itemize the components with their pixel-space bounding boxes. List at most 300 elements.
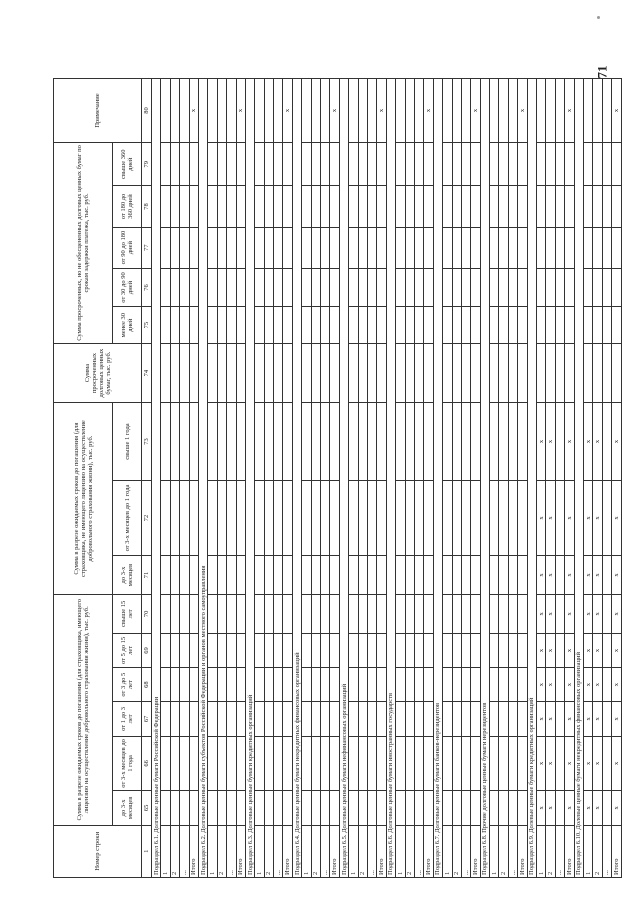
table-cell: [311, 594, 320, 633]
table-cell: [602, 480, 611, 555]
table-row: [424, 79, 433, 878]
table-cell: [452, 556, 461, 595]
table-cell: [321, 702, 330, 736]
table-cell: [349, 480, 358, 555]
table-cell: x: [583, 668, 592, 702]
table-cell: [321, 143, 330, 186]
table-cell: [443, 307, 452, 344]
header-life-term: от 1 до 3 лет: [113, 702, 142, 736]
table-cell: [443, 556, 452, 595]
table-cell: [405, 556, 414, 595]
table-cell: [461, 633, 470, 667]
table-cell: [367, 227, 376, 268]
table-cell: x: [546, 633, 555, 667]
table-cell: [471, 594, 480, 633]
table-cell: [227, 594, 236, 633]
table-cell: [236, 307, 245, 344]
table-cell: [508, 480, 517, 555]
table-cell: [377, 556, 386, 595]
table-cell: [490, 227, 499, 268]
table-cell: [349, 594, 358, 633]
row-label: 2: [358, 825, 367, 877]
row-label: 1: [537, 825, 546, 877]
table-cell: x: [612, 480, 621, 555]
table-cell: [227, 668, 236, 702]
table-cell: [461, 343, 470, 402]
table-cell: [311, 556, 320, 595]
table-cell: x: [471, 79, 480, 143]
column-number: 77: [142, 227, 152, 268]
table-cell: x: [612, 702, 621, 736]
table-cell: [274, 736, 283, 791]
table-row: [546, 79, 555, 878]
row-label: 1: [490, 825, 499, 877]
table-cell: [208, 668, 217, 702]
table-cell: [537, 143, 546, 186]
table-cell: [283, 343, 292, 402]
table-cell: [452, 633, 461, 667]
table-cell: [189, 186, 198, 227]
section-title: Подраздел 6.6. Долговые ценные бумаги иностранных государств: [386, 79, 395, 878]
table-cell: [321, 668, 330, 702]
table-cell: [593, 186, 602, 227]
table-cell: [170, 594, 179, 633]
table-cell: [414, 186, 423, 227]
table-cell: [490, 268, 499, 307]
table-cell: [367, 403, 376, 481]
page-number: 71: [594, 65, 610, 79]
table-cell: [217, 668, 226, 702]
table-cell: [170, 343, 179, 402]
table-cell: [396, 403, 405, 481]
table-cell: x: [546, 480, 555, 555]
section-row: [245, 79, 254, 878]
scan-speck: [597, 16, 600, 19]
table-cell: [471, 702, 480, 736]
table-cell: [518, 736, 527, 791]
row-label: 1: [302, 825, 311, 877]
table-cell: [518, 343, 527, 402]
table-cell: [602, 403, 611, 481]
table-cell: [227, 633, 236, 667]
table-cell: [170, 227, 179, 268]
section-title: Подраздел 6.4. Долговые ценные бумаги некредитных финансовых организаций: [292, 79, 301, 878]
table-cell: [170, 79, 179, 143]
table-cell: [170, 307, 179, 344]
table-cell: [565, 343, 574, 402]
table-cell: x: [537, 791, 546, 825]
table-row: [461, 79, 470, 878]
table-cell: [555, 480, 564, 555]
table-row: [264, 79, 273, 878]
table-cell: [283, 633, 292, 667]
row-label: 1: [583, 825, 592, 877]
table-cell: [424, 268, 433, 307]
table-cell: [490, 307, 499, 344]
table-cell: [302, 403, 311, 481]
table-cell: [255, 702, 264, 736]
table-cell: [405, 227, 414, 268]
table-cell: [452, 268, 461, 307]
table-cell: [189, 556, 198, 595]
table-cell: [227, 227, 236, 268]
table-cell: [217, 702, 226, 736]
table-cell: [508, 403, 517, 481]
table-cell: [396, 186, 405, 227]
table-cell: [217, 403, 226, 481]
table-cell: x: [565, 556, 574, 595]
table-cell: [358, 268, 367, 307]
table-cell: [518, 307, 527, 344]
row-label: ...: [227, 825, 236, 877]
row-label: 1: [349, 825, 358, 877]
table-cell: [367, 268, 376, 307]
table-cell: [161, 668, 170, 702]
table-cell: [367, 186, 376, 227]
table-cell: x: [612, 79, 621, 143]
section-title: Подраздел 6.9. Долевые ценные бумаги кредитных организаций: [527, 79, 536, 878]
table-cell: [321, 633, 330, 667]
table-cell: [255, 227, 264, 268]
table-cell: [602, 143, 611, 186]
table-cell: [377, 668, 386, 702]
table-cell: [217, 143, 226, 186]
table-cell: [358, 186, 367, 227]
table-cell: [546, 307, 555, 344]
table-cell: x: [537, 633, 546, 667]
table-cell: [161, 594, 170, 633]
table-cell: [264, 736, 273, 791]
table-cell: [508, 268, 517, 307]
table-cell: x: [593, 594, 602, 633]
table-cell: [208, 143, 217, 186]
table-cell: [471, 343, 480, 402]
table-row: [358, 79, 367, 878]
table-row: [593, 79, 602, 878]
table-row: [518, 79, 527, 878]
table-cell: [499, 480, 508, 555]
table-cell: [180, 633, 189, 667]
table-cell: [414, 594, 423, 633]
table-cell: x: [565, 668, 574, 702]
table-row: [452, 79, 461, 878]
table-cell: [161, 143, 170, 186]
table-cell: [452, 736, 461, 791]
table-cell: [405, 79, 414, 143]
table-cell: [443, 79, 452, 143]
table-cell: [330, 343, 339, 402]
table-cell: [377, 480, 386, 555]
table-cell: [236, 343, 245, 402]
table-cell: [217, 227, 226, 268]
table-cell: [264, 633, 273, 667]
table-row: [537, 79, 546, 878]
table-cell: [499, 556, 508, 595]
section-row: [527, 79, 536, 878]
table-cell: [555, 186, 564, 227]
table-cell: [471, 143, 480, 186]
table-cell: [555, 702, 564, 736]
table-cell: [274, 480, 283, 555]
table-cell: [349, 403, 358, 481]
table-cell: [452, 668, 461, 702]
row-label: 2: [170, 825, 179, 877]
table-cell: [490, 343, 499, 402]
table-cell: [471, 791, 480, 825]
table-row: [227, 79, 236, 878]
table-cell: [358, 736, 367, 791]
table-cell: [583, 186, 592, 227]
table-cell: [424, 343, 433, 402]
table-cell: [471, 633, 480, 667]
table-row: [255, 79, 264, 878]
table-cell: [405, 307, 414, 344]
row-label: Итого: [518, 825, 527, 877]
row-label: ...: [508, 825, 517, 877]
table-cell: [452, 79, 461, 143]
table-cell: [217, 480, 226, 555]
table-cell: [349, 186, 358, 227]
table-cell: [518, 668, 527, 702]
table-cell: [424, 307, 433, 344]
table-row: [612, 79, 621, 878]
table-cell: [311, 227, 320, 268]
table-cell: [180, 480, 189, 555]
table-cell: [180, 143, 189, 186]
table-cell: [208, 556, 217, 595]
table-cell: [424, 668, 433, 702]
table-cell: [518, 268, 527, 307]
table-cell: [274, 791, 283, 825]
table-cell: [208, 791, 217, 825]
header-life-term: от 3-х месяцев до 1 года: [113, 736, 142, 791]
table-cell: [255, 791, 264, 825]
table-cell: [180, 186, 189, 227]
table-cell: [161, 79, 170, 143]
table-cell: [537, 307, 546, 344]
section-title: Подраздел 6.2. Долговые ценные бумаги субъектов Российской Федерации и органов местного самоуправления: [198, 79, 207, 878]
table-cell: [236, 736, 245, 791]
table-cell: x: [565, 480, 574, 555]
table-cell: [358, 227, 367, 268]
row-label: 2: [452, 825, 461, 877]
table-cell: [612, 186, 621, 227]
table-cell: [518, 633, 527, 667]
table-cell: [180, 307, 189, 344]
column-number: 66: [142, 736, 152, 791]
table-cell: [602, 668, 611, 702]
table-cell: [367, 343, 376, 402]
table-cell: [189, 633, 198, 667]
table-cell: [358, 403, 367, 481]
column-number: 76: [142, 268, 152, 307]
table-row: [602, 79, 611, 878]
table-cell: [405, 403, 414, 481]
table-cell: [499, 268, 508, 307]
table-cell: [424, 736, 433, 791]
table-header: [54, 79, 152, 878]
table-cell: [565, 227, 574, 268]
table-cell: [236, 403, 245, 481]
table-cell: [461, 791, 470, 825]
table-cell: [461, 307, 470, 344]
table-cell: [508, 702, 517, 736]
table-cell: [546, 79, 555, 143]
table-cell: [321, 268, 330, 307]
table-cell: [227, 143, 236, 186]
table-row: [555, 79, 564, 878]
table-cell: x: [583, 736, 592, 791]
table-cell: x: [546, 556, 555, 595]
table-cell: [358, 79, 367, 143]
table-cell: [555, 791, 564, 825]
table-cell: [602, 79, 611, 143]
table-cell: [227, 79, 236, 143]
table-cell: [321, 556, 330, 595]
table-cell: [583, 343, 592, 402]
table-cell: [311, 480, 320, 555]
table-cell: [490, 633, 499, 667]
table-cell: [508, 143, 517, 186]
table-cell: [461, 594, 470, 633]
table-cell: [424, 480, 433, 555]
table-cell: [377, 186, 386, 227]
table-cell: [302, 702, 311, 736]
table-cell: [555, 668, 564, 702]
table-cell: [537, 268, 546, 307]
table-cell: x: [612, 594, 621, 633]
table-cell: [180, 79, 189, 143]
table-cell: [602, 227, 611, 268]
table-cell: [180, 791, 189, 825]
table-cell: [227, 480, 236, 555]
table-cell: [414, 79, 423, 143]
table-cell: [311, 307, 320, 344]
table-cell: [508, 633, 517, 667]
table-cell: [461, 403, 470, 481]
table-cell: [443, 668, 452, 702]
table-cell: [377, 736, 386, 791]
table-cell: [546, 268, 555, 307]
table-cell: [377, 307, 386, 344]
table-cell: [255, 403, 264, 481]
table-cell: [377, 633, 386, 667]
table-cell: [471, 403, 480, 481]
table-cell: [499, 343, 508, 402]
header-life-term: от 5 до 15 лет: [113, 633, 142, 667]
table-cell: [593, 227, 602, 268]
table-cell: x: [565, 633, 574, 667]
table-row: [396, 79, 405, 878]
table-cell: [302, 791, 311, 825]
table-cell: [461, 736, 470, 791]
header-delay-term: от 180 до 360 дней: [113, 186, 142, 227]
table-cell: [405, 594, 414, 633]
table-cell: [330, 143, 339, 186]
table-cell: [255, 633, 264, 667]
table-row: [208, 79, 217, 878]
table-cell: [471, 556, 480, 595]
table-cell: [274, 143, 283, 186]
table-cell: [396, 79, 405, 143]
table-cell: [311, 143, 320, 186]
row-label: 2: [217, 825, 226, 877]
table-cell: [358, 307, 367, 344]
header-delay-term: от 90 до 180 дней: [113, 227, 142, 268]
table-cell: [283, 227, 292, 268]
table-cell: [302, 736, 311, 791]
column-number: 69: [142, 633, 152, 667]
table-cell: [255, 736, 264, 791]
table-wrapper: [53, 78, 620, 878]
table-cell: [217, 633, 226, 667]
table-row: [236, 79, 245, 878]
table-cell: [583, 227, 592, 268]
table-row: [330, 79, 339, 878]
table-cell: [518, 594, 527, 633]
table-cell: [264, 268, 273, 307]
table-cell: [161, 186, 170, 227]
table-cell: [508, 343, 517, 402]
table-cell: [602, 633, 611, 667]
header-overdue-total: Сумма просроченных долговых ценных бумаг, тыс. руб.: [54, 343, 142, 402]
table-cell: [302, 307, 311, 344]
table-cell: [189, 403, 198, 481]
table-cell: [330, 791, 339, 825]
table-cell: [283, 556, 292, 595]
table-cell: [583, 268, 592, 307]
row-label: 2: [311, 825, 320, 877]
table-cell: [227, 186, 236, 227]
section-title: Подраздел 6.5. Долговые ценные бумаги нефинансовых организаций: [339, 79, 348, 878]
table-cell: x: [565, 403, 574, 481]
header-nolife-term: свыше 1 года: [113, 403, 142, 481]
table-cell: [264, 227, 273, 268]
row-label: 1: [208, 825, 217, 877]
table-cell: [396, 702, 405, 736]
column-number: 1: [142, 825, 152, 877]
row-label: ...: [321, 825, 330, 877]
table-cell: [180, 268, 189, 307]
row-label: Итого: [236, 825, 245, 877]
table-cell: [612, 343, 621, 402]
table-cell: [330, 702, 339, 736]
table-cell: [274, 79, 283, 143]
table-cell: [508, 79, 517, 143]
table-cell: [170, 736, 179, 791]
table-row: [367, 79, 376, 878]
table-cell: [367, 79, 376, 143]
table-cell: x: [593, 633, 602, 667]
column-number: 78: [142, 186, 152, 227]
table-cell: [612, 268, 621, 307]
table-cell: [274, 668, 283, 702]
table-cell: [236, 268, 245, 307]
row-label: ...: [602, 825, 611, 877]
table-cell: [499, 79, 508, 143]
table-cell: [546, 186, 555, 227]
table-cell: [349, 633, 358, 667]
table-cell: x: [593, 556, 602, 595]
table-cell: [255, 143, 264, 186]
section-row: [292, 79, 301, 878]
table-cell: [405, 268, 414, 307]
table-cell: [189, 702, 198, 736]
table-cell: [358, 480, 367, 555]
table-cell: [443, 702, 452, 736]
table-cell: [508, 791, 517, 825]
table-cell: x: [612, 556, 621, 595]
